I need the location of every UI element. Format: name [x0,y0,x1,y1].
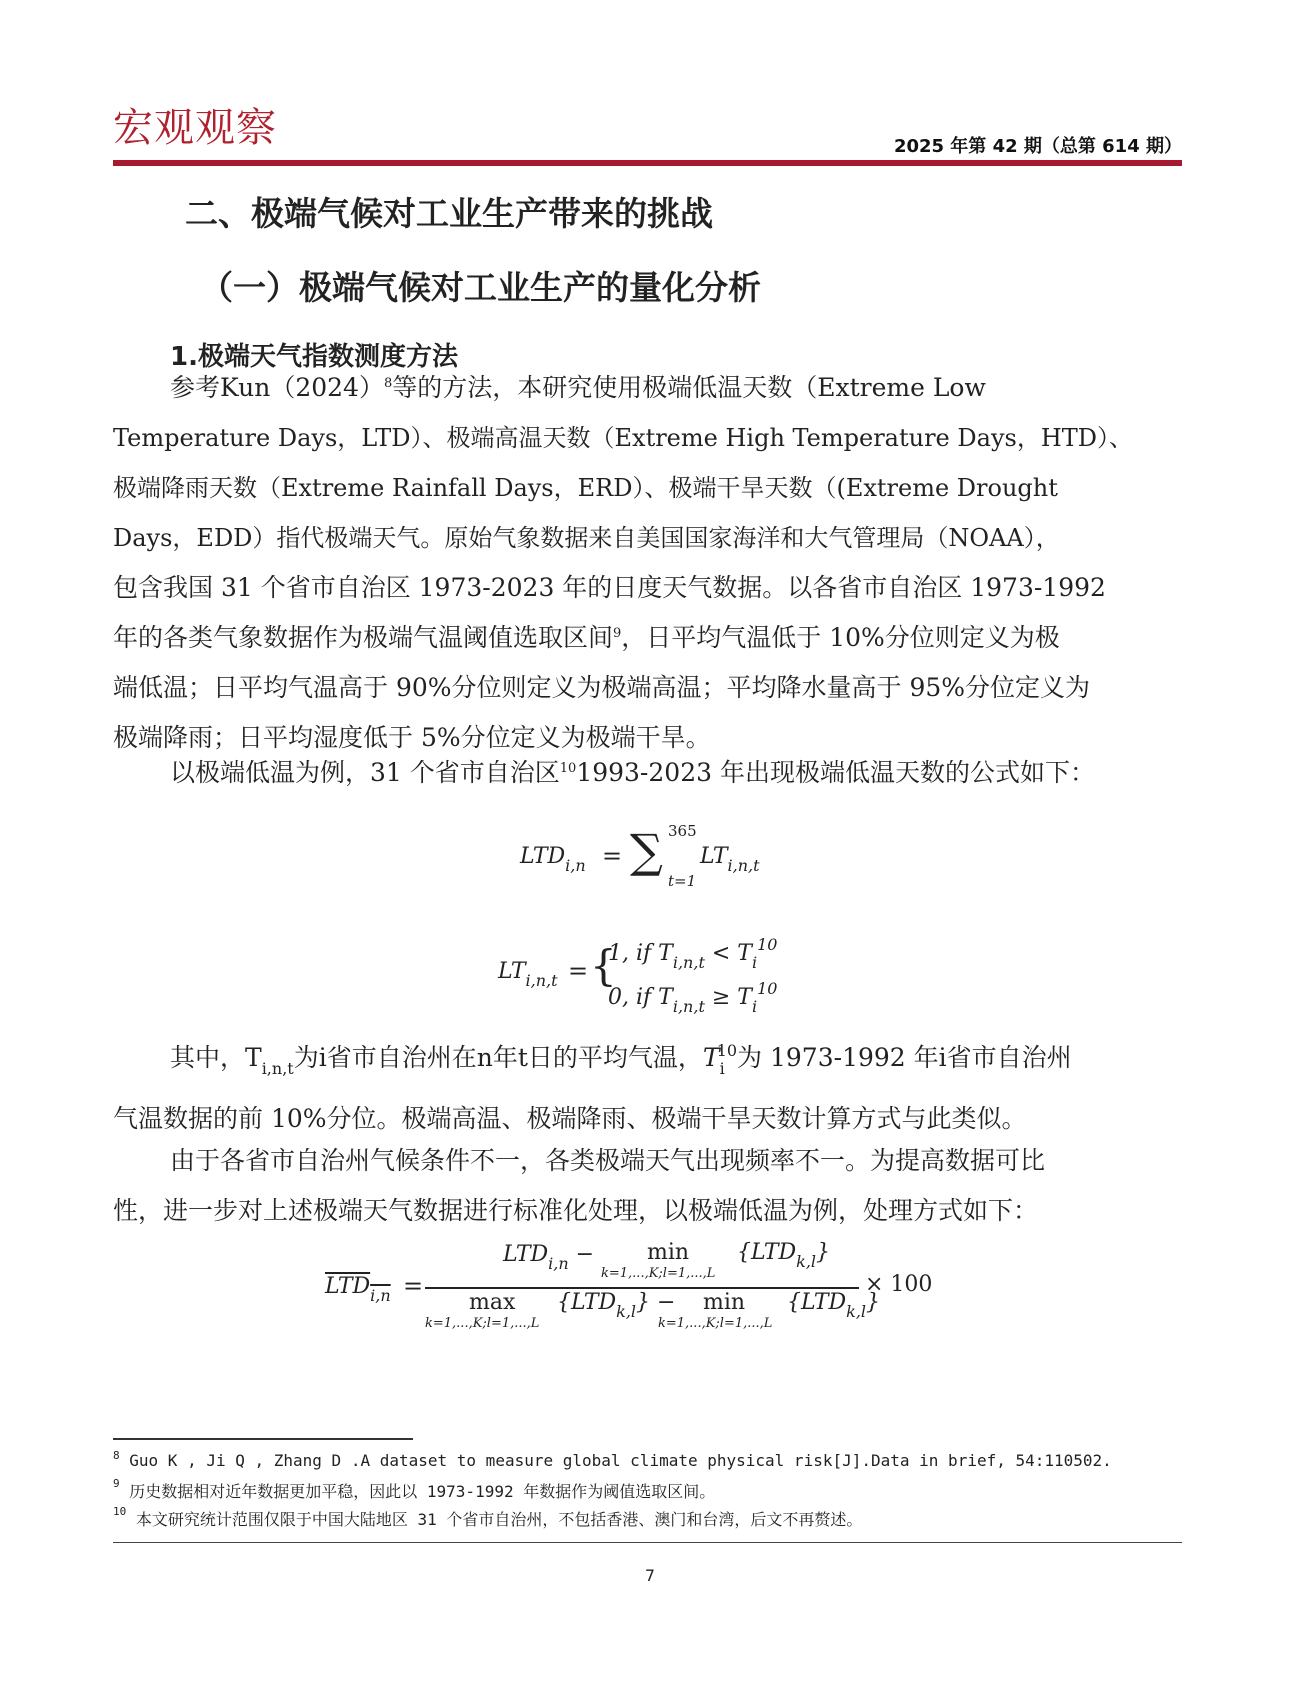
formula-lt-cases: $LT_{i,n,t}$ = { 1, if $T_{i,n,t} < T_i^{10}$ 0, if $T_{i,n,t} \ge T_i^{10}$ [498,935,778,1016]
text-line: 极端降雨；日平均湿度低于 5%分位定义为极端干旱。 [113,723,711,752]
footnote-9: $^9$ 历史数据相对近年数据更加平稳，因此以 1973-1992 年数据作为阈值选取区间。 [113,1477,716,1501]
paragraph-formula-intro [113,748,1182,798]
publication-brand: 宏观观察 [113,105,277,151]
header-rule [113,160,1182,166]
paragraph-standardization [113,1136,1182,1236]
page-number: 7 [644,1566,656,1585]
fraction-bar [425,1287,859,1289]
footer-rule [113,1542,1182,1543]
text-line: 由于各省市自治州气候条件不一，各类极端天气出现频率不一。为提高数据可比 [170,1146,1046,1175]
formula-ltd-sum: $LTD_{i,n}$ = ∑ 365 t=1 $LT_{i,n,t}$ [520,822,760,890]
text-line: Temperature Days，LTD）、极端高温天数（Extreme High Temperature Days，HTD）、 [113,424,1133,452]
issue-number: 2025 年第 42 期（总第 614 期） [893,136,1182,157]
subsubsection-heading: 1.极端天气指数测度方法 [170,342,458,372]
footnote-8: $^8$ Guo K , Ji Q , Zhang D .A dataset to measure global climate physical risk[J].Data in brief, 54:110502. [113,1449,1112,1470]
text-line: 极端降雨天数（Extreme Rainfall Days，ERD）、极端干旱天数（(Extreme Drought [113,474,1058,502]
subsection-heading: （一）极端气候对工业生产的量化分析 [200,268,761,307]
footnote-ref-10[interactable]: 10 [559,761,577,776]
footnote-ref-9[interactable]: 9 [613,626,622,641]
footnote-10: $^{10}$ 本文研究统计范围仅限于中国大陆地区 31 个省市自治州，不包括香港、澳门和台湾，后文不再赘述。 [113,1505,863,1529]
footnote-ref-8[interactable]: 8 [383,376,393,391]
text-line: 以极端低温为例，31 个省市自治区$^{10}$1993-2023 年出现极端低温天数的公式如下： [170,758,1095,787]
paragraph-method [113,363,1182,763]
text-line: 气温数据的前 10%分位。极端高温、极端降雨、极端干旱天数计算方式与此类似。 [113,1104,1027,1133]
formula-normalization: $LTD_{i,n}$ = $LTD_{i,n}$ − min k=1,...,K;l=1,...,L $\{LTD_{k,l}\}$ max k=1,...,K;l=1,...,L $\{LTD_{k,l}\}$ − min k=1,...,K;l=1,...,L $\{LTD_{k,l}\}$ × 100 [325,1240,933,1331]
text-line: 参考$Kun(2024)^8$等的方法，本研究使用极端低温天数（Extreme Low [170,373,986,402]
text-line: 端低温；日平均气温高于 90%分位则定义为极端高温；平均降水量高于 95%分位定义为 [113,673,1091,702]
footnote-rule [113,1438,413,1440]
text-line: 包含我国 31 个省市自治区 1973-2023 年的日度天气数据。以各省市自治区 1973-1992 [113,573,1106,602]
text-line: 其中，$T_{i,n,t}$为i省市自治州在n年t日的平均气温，$T_i^{10}$为 1973-1992 年i省市自治州 [170,1041,1072,1078]
paragraph-definitions [113,1026,1182,1144]
text-line: 性，进一步对上述极端天气数据进行标准化处理，以极端低温为例，处理方式如下： [113,1196,1039,1225]
text-line: Days，EDD）指代极端天气。原始气象数据来自美国国家海洋和大气管理局（NOAA）， [113,524,1060,552]
text-line: 年的各类气象数据作为极端气温阈值选取区间$^9$，日平均气温低于 10%分位则定义为极 [113,623,1060,652]
section-heading: 二、极端气候对工业生产带来的挑战 [185,194,713,233]
